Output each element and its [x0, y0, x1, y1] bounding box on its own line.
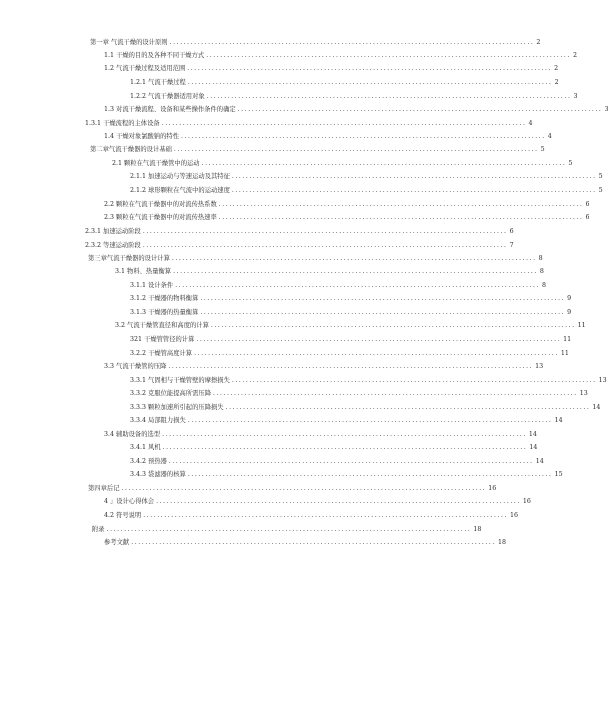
- toc-entry-title: 1.3 对流干燥流程、设备和某些操作条件的确定: [104, 106, 236, 113]
- toc-entry-3-1-3[interactable]: [130, 308, 572, 318]
- toc-entry-2-3-2[interactable]: [85, 241, 514, 251]
- toc-dot-leader: ........................................................................................................: [173, 268, 538, 275]
- toc-entry-chapter-4[interactable]: [88, 484, 497, 494]
- toc-entry-page: 13: [535, 363, 544, 370]
- toc-dot-leader: ........................................................................................................: [200, 295, 566, 302]
- toc-entry-page: 4: [547, 133, 552, 140]
- toc-entry-page: 6: [585, 214, 590, 221]
- toc-entry-page: 14: [554, 417, 563, 424]
- toc-entry-page: 2: [554, 79, 559, 86]
- toc-entry-title: 附录: [92, 526, 105, 533]
- toc-entry-title: 3.3 气流干燥管的压降: [104, 363, 167, 370]
- toc-dot-leader: ........................................................................................................: [143, 512, 508, 519]
- toc-dot-leader: ........................................................................................................: [162, 444, 528, 451]
- toc-entry-3-3-1[interactable]: [130, 376, 607, 386]
- toc-entry-3-3-4[interactable]: [130, 416, 563, 426]
- toc-entry-title: 3.4.2 预热器: [130, 458, 167, 465]
- toc-entry-2-3[interactable]: [104, 213, 590, 223]
- toc-dot-leader: ........................................................................................................: [237, 106, 603, 113]
- toc-entry-3-4-1[interactable]: [130, 443, 538, 453]
- toc-dot-leader: ........................................................................................................: [142, 242, 508, 249]
- toc-dot-leader: ........................................................................................................: [169, 39, 535, 46]
- toc-entry-1-1[interactable]: [104, 51, 577, 61]
- toc-entry-title: 第二章气流干燥器的设计基础: [90, 146, 172, 153]
- toc-entry-1-2-2[interactable]: [130, 92, 578, 102]
- toc-entry-title: 2.1.2 球形颗粒在气流中的运动速度: [130, 187, 230, 194]
- toc-entry-2-2[interactable]: [104, 200, 590, 210]
- toc-dot-leader: ........................................................................................................: [173, 146, 539, 153]
- toc-entry-1-2[interactable]: [104, 64, 559, 74]
- toc-entry-chapter-1[interactable]: [90, 38, 541, 48]
- toc-entry-title: 3.1.1 设计条件: [130, 282, 174, 289]
- toc-entry-title: 2.1.1 加速运动与等速运动及其特征: [130, 173, 230, 180]
- toc-entry-1-3[interactable]: [104, 105, 608, 115]
- toc-entry-appendix[interactable]: [92, 525, 482, 535]
- toc-dot-leader: ........................................................................................................: [213, 390, 578, 397]
- toc-entry-4-1[interactable]: [104, 497, 531, 507]
- toc-dot-leader: ........................................................................................................: [187, 65, 553, 72]
- toc-dot-leader: ........................................................................................................: [168, 458, 534, 465]
- toc-entry-3-4[interactable]: [104, 430, 537, 440]
- toc-entry-3-2[interactable]: [115, 321, 586, 331]
- toc-dot-leader: ........................................................................................................: [175, 282, 540, 289]
- toc-entry-page: 14: [592, 404, 601, 411]
- toc-dot-leader: ........................................................................................................: [181, 133, 546, 140]
- toc-entry-3-1-2[interactable]: [130, 294, 572, 304]
- toc-entry-page: 5: [598, 187, 603, 194]
- toc-entry-1-2-1[interactable]: [130, 78, 559, 88]
- toc-dot-leader: ........................................................................................................: [187, 417, 553, 424]
- toc-entry-title: 4 」设计心得体会: [104, 498, 155, 505]
- toc-entry-page: 5: [540, 146, 545, 153]
- toc-dot-leader: ........................................................................................................: [231, 377, 597, 384]
- toc-entry-page: 16: [488, 485, 497, 492]
- toc-entry-title: 3.3.1 气固相与干燥管壁的摩擦损失: [130, 377, 230, 384]
- toc-entry-page: 8: [538, 255, 543, 262]
- toc-dot-leader: ........................................................................................................: [206, 52, 571, 59]
- toc-entry-title: 第三章气流干燥器的设计计算: [88, 255, 170, 262]
- toc-dot-leader: ........................................................................................................: [200, 309, 566, 316]
- toc-entry-page: 2: [536, 39, 541, 46]
- toc-entry-title: 第一章 气流干燥的设计原则: [90, 39, 168, 46]
- toc-entry-3-3-2[interactable]: [130, 389, 588, 399]
- toc-entry-page: 9: [567, 309, 572, 316]
- toc-entry-title: 3.3.2 克服位能提高所需压降: [130, 390, 211, 397]
- toc-entry-page: 6: [585, 201, 590, 208]
- toc-entry-4-2[interactable]: [104, 511, 518, 521]
- toc-entry-page: 16: [509, 512, 518, 519]
- toc-dot-leader: ........................................................................................................: [161, 120, 527, 127]
- toc-entry-page: 14: [535, 458, 544, 465]
- toc-dot-leader: ........................................................................................................: [142, 228, 508, 235]
- toc-entry-title: 3.1.2 干燥器的物料衡算: [130, 295, 199, 302]
- toc-dot-leader: ........................................................................................................: [196, 336, 562, 343]
- toc-entry-title: 1.2.2 气流干燥器适用对象: [130, 93, 205, 100]
- toc-entry-2-1-1[interactable]: [130, 172, 603, 182]
- toc-entry-page: 14: [529, 444, 538, 451]
- toc-entry-3-2-2[interactable]: [130, 349, 569, 359]
- toc-entry-page: 2: [554, 65, 559, 72]
- toc-entry-page: 8: [539, 268, 544, 275]
- toc-dot-leader: ........................................................................................................: [206, 93, 572, 100]
- toc-dot-leader: ........................................................................................................: [187, 471, 553, 478]
- toc-entry-3-3-3[interactable]: [130, 403, 601, 413]
- toc-entry-3-3[interactable]: [104, 362, 544, 372]
- toc-entry-page: 9: [567, 295, 572, 302]
- toc-entry-title: 3.2.2 干燥管高度计算: [130, 350, 193, 357]
- toc-entry-3-4-3[interactable]: [130, 470, 563, 480]
- toc-dot-leader: ........................................................................................................: [194, 350, 559, 357]
- toc-entry-page: 2: [572, 52, 577, 59]
- toc-entry-title: 第四章后记: [88, 485, 120, 492]
- toc-entry-page: 4: [528, 120, 533, 127]
- toc-dot-leader: ........................................................................................................: [231, 173, 597, 180]
- toc-entry-title: 321 干燥管管径的计算: [130, 336, 195, 343]
- toc-entry-page: 11: [563, 336, 572, 343]
- toc-dot-leader: ........................................................................................................: [210, 322, 576, 329]
- toc-entry-page: 3: [573, 93, 578, 100]
- toc-entry-title: 4.2 符号说明: [104, 512, 142, 519]
- toc-dot-leader: ........................................................................................................: [187, 79, 553, 86]
- toc-entry-page: 16: [522, 498, 531, 505]
- toc-dot-leader: ........................................................................................................: [231, 187, 597, 194]
- toc-entry-2-1[interactable]: [112, 159, 573, 169]
- toc-entry-title: 3.1 物料、热量衡算: [115, 268, 172, 275]
- toc-entry-chapter-3[interactable]: [88, 254, 543, 264]
- toc-entry-page: 18: [497, 539, 506, 546]
- toc-entry-title: 3.4.1 风机: [130, 444, 161, 451]
- toc-entry-references[interactable]: [104, 538, 506, 548]
- toc-entry-title: 2.1 颗粒在气流干燥管中的运动: [112, 160, 200, 167]
- toc-entry-title: 2.3 颗粒在气流干燥器中的对流传热速率: [104, 214, 217, 221]
- toc-entry-title: 参考文献: [104, 539, 130, 546]
- toc-entry-title: 2.3.2 等速运动阶段: [85, 242, 141, 249]
- toc-entry-page: 14: [528, 431, 537, 438]
- toc-dot-leader: ........................................................................................................: [162, 431, 527, 438]
- toc-entry-page: 7: [509, 242, 514, 249]
- toc-entry-title: 1.4 干燥对象氯酸钠的特性: [104, 133, 179, 140]
- toc-entry-page: 8: [541, 282, 546, 289]
- toc-entry-title: 1.2.1 气流干燥过程: [130, 79, 186, 86]
- toc-dot-leader: ........................................................................................................: [106, 526, 472, 533]
- toc-entry-title: 3.4 辅助设备的选型: [104, 431, 161, 438]
- toc-entry-page: 15: [554, 471, 563, 478]
- toc-entry-1-3-1[interactable]: [85, 119, 533, 129]
- toc-dot-leader: ........................................................................................................: [156, 498, 521, 505]
- toc-entry-3-1-1[interactable]: [130, 281, 546, 291]
- toc-dot-leader: ........................................................................................................: [218, 201, 584, 208]
- toc-entry-3-2-1[interactable]: [130, 335, 572, 345]
- toc-dot-leader: ........................................................................................................: [218, 214, 584, 221]
- toc-dot-leader: ........................................................................................................: [131, 539, 496, 546]
- toc-entry-title: 3.2 气流干燥管直径和高度的计算: [115, 322, 209, 329]
- toc-entry-title: 3.3.3 颗粒加速所引起的压降损失: [130, 404, 224, 411]
- toc-entry-title: 2.3.1 加速运动阶段: [85, 228, 141, 235]
- toc-dot-leader: ........................................................................................................: [168, 363, 534, 370]
- toc-entry-title: 3.4.3 袋滤器的核算: [130, 471, 186, 478]
- toc-dot-leader: ........................................................................................................: [225, 404, 591, 411]
- toc-entry-title: 1.2 气流干燥过程及适用范围: [104, 65, 186, 72]
- toc-dot-leader: ........................................................................................................: [121, 485, 487, 492]
- toc-dot-leader: ........................................................................................................: [201, 160, 567, 167]
- toc-entry-page: 5: [598, 173, 603, 180]
- toc-entry-2-3-1[interactable]: [85, 227, 514, 237]
- toc-entry-3-1[interactable]: [115, 267, 544, 277]
- toc-entry-title: 3.3.4 局部阻力损失: [130, 417, 186, 424]
- toc-entry-page: 5: [568, 160, 573, 167]
- toc-entry-page: 11: [560, 350, 569, 357]
- toc-entry-title: 2.2 颗粒在气流干燥器中的对流传热系数: [104, 201, 217, 208]
- toc-entry-page: 6: [509, 228, 514, 235]
- toc-entry-page: 18: [473, 526, 482, 533]
- toc-entry-2-1-2[interactable]: [130, 186, 603, 196]
- toc-entry-page: 13: [579, 390, 588, 397]
- toc-entry-1-4[interactable]: [104, 132, 552, 142]
- toc-entry-page: 13: [598, 377, 607, 384]
- toc-entry-3-4-2[interactable]: [130, 457, 544, 467]
- toc-entry-page: 3: [604, 106, 608, 113]
- toc-entry-title: 1.1 干燥的目的及各种不同干燥方式: [104, 52, 205, 59]
- toc-entry-title: 1.3.1 干燥流程的主体设备: [85, 120, 160, 127]
- toc-entry-title: 3.1.3 干燥器的热量衡算: [130, 309, 199, 316]
- toc-entry-page: 11: [577, 322, 586, 329]
- toc-entry-chapter-2[interactable]: [90, 145, 545, 155]
- toc-dot-leader: ........................................................................................................: [171, 255, 537, 262]
